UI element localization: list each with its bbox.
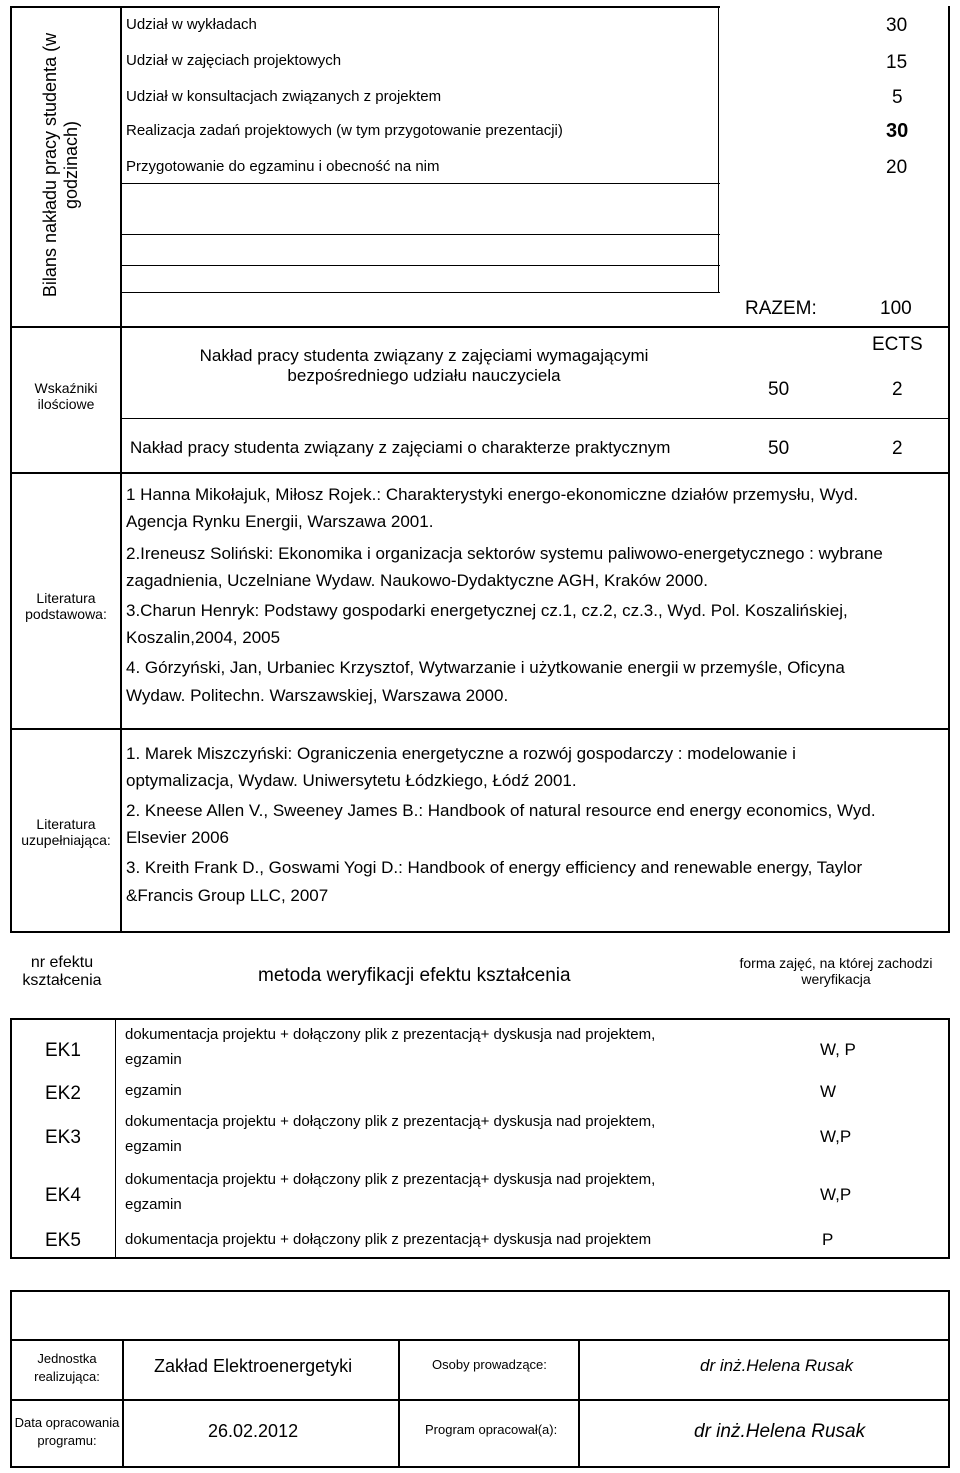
literature-line: 1 Hanna Mikołajuk, Miłosz Rojek.: Charakterystyki energo-ekonomiczne działów przemysłu, Wyd. bbox=[126, 485, 859, 504]
workload-label-line2: godzinach) bbox=[61, 120, 81, 210]
author-label: Program opracował(a): bbox=[425, 1422, 558, 1437]
col-header-effect-line1: nr efektu bbox=[30, 954, 94, 971]
workload-row-value: 30 bbox=[886, 120, 909, 142]
effect-form: W, P bbox=[820, 1040, 856, 1059]
col-header-effect-line2: kształcenia bbox=[22, 972, 102, 990]
unit-label-line2: realizująca: bbox=[34, 1369, 100, 1385]
effect-id: EK3 bbox=[45, 1127, 81, 1148]
indicators-section-label bbox=[14, 380, 118, 412]
effect-form: W,P bbox=[820, 1127, 852, 1146]
date-label-line2: programu: bbox=[37, 1433, 97, 1449]
effect-id: EK5 bbox=[45, 1230, 81, 1251]
col-header-form-line1: forma zajęć, na której zachodzi bbox=[739, 955, 933, 971]
effect-method-line1: dokumentacja projektu + dołączony plik z prezentacją+ dyskusja nad projektem, bbox=[125, 1113, 656, 1130]
effect-method-line2: egzamin bbox=[125, 1138, 182, 1155]
literature-line: 3. Kreith Frank D., Goswami Yogi D.: Handbook of energy efficiency and renewable energy, Taylor bbox=[126, 858, 863, 877]
workload-row-label: Udział w wykładach bbox=[126, 16, 257, 33]
ects-header: ECTS bbox=[872, 334, 923, 355]
workload-label-line1: Bilans nakładu pracy studenta (w bbox=[40, 32, 60, 298]
literature-basic-label-line2: podstawowa: bbox=[25, 606, 107, 623]
literature-line: 3.Charun Henryk: Podstawy gospodarki energetycznej cz.1, cz.2, cz.3., Wyd. Pol. Koszalińskiej, bbox=[126, 601, 848, 620]
effect-method-line2: egzamin bbox=[125, 1051, 182, 1068]
unit-value: Zakład Elektroenergetyki bbox=[154, 1356, 353, 1376]
effect-method-line1: egzamin bbox=[125, 1082, 182, 1099]
workload-row-label: Przygotowanie do egzaminu i obecność na nim bbox=[126, 158, 440, 175]
literature-line: Agencja Rynku Energii, Warszawa 2001. bbox=[126, 512, 434, 531]
practical-hours: 50 bbox=[768, 438, 790, 459]
date-label bbox=[12, 1414, 122, 1450]
effect-id: EK2 bbox=[45, 1083, 81, 1104]
workload-row-label: Udział w zajęciach projektowych bbox=[126, 52, 342, 69]
literature-extra-label-line2: uzupełniająca: bbox=[21, 832, 111, 849]
literature-line: 2. Kneese Allen V., Sweeney James B.: Handbook of natural resource end energy economics, Wyd. bbox=[126, 801, 876, 820]
col-header-form-line2: weryfikacja bbox=[801, 971, 871, 988]
indicators-label-line1: Wskaźniki bbox=[34, 380, 98, 396]
col-header-method: metoda weryfikacji efektu kształcenia bbox=[258, 965, 571, 986]
workload-row-value: 15 bbox=[886, 52, 908, 73]
effect-form: P bbox=[822, 1230, 834, 1249]
literature-line: 4. Górzyński, Jan, Urbaniec Krzysztof, Wytwarzanie i użytkowanie energii w przemyśle, Oficyna bbox=[126, 658, 845, 677]
direct-label-line1: Nakład pracy studenta związany z zajęciami wymagającymi bbox=[199, 346, 649, 365]
col-header-form bbox=[728, 955, 944, 987]
col-header-effect-id bbox=[14, 954, 110, 991]
workload-row-label: Realizacja zadań projektowych (w tym przygotowanie prezentacji) bbox=[126, 122, 563, 139]
effect-method-line2: egzamin bbox=[125, 1196, 182, 1213]
literature-line: 2.Ireneusz Soliński: Ekonomika i organizacja sektorów systemu paliwowo-energetycznego : wybrane bbox=[126, 544, 883, 563]
literature-extra-label-line1: Literatura bbox=[36, 816, 96, 832]
literature-line: zagadnienia, Uczelniane Wydaw. Naukowo-Dydaktyczne AGH, Kraków 2000. bbox=[126, 571, 708, 590]
effect-method-line1: dokumentacja projektu + dołączony plik z prezentacją+ dyskusja nad projektem bbox=[125, 1231, 652, 1248]
effect-method-line1: dokumentacja projektu + dołączony plik z prezentacją+ dyskusja nad projektem, bbox=[125, 1026, 656, 1043]
practical-label: Nakład pracy studenta związany z zajęciami o charakterze praktycznym bbox=[130, 438, 671, 457]
practical-ects: 2 bbox=[892, 438, 903, 459]
workload-row-value: 5 bbox=[892, 87, 903, 108]
literature-line: 1. Marek Miszczyński: Ograniczenia energetyczne a rozwój gospodarczy : modelowanie i bbox=[126, 744, 796, 763]
unit-label bbox=[14, 1350, 120, 1386]
literature-line: &Francis Group LLC, 2007 bbox=[126, 886, 329, 905]
direct-label-line2: bezpośredniego udziału nauczyciela bbox=[287, 365, 561, 385]
teachers-value: dr inż.Helena Rusak bbox=[700, 1356, 854, 1375]
effect-form: W,P bbox=[820, 1185, 852, 1204]
workload-row-label: Udział w konsultacjach związanych z projektem bbox=[126, 88, 442, 105]
direct-hours: 50 bbox=[768, 379, 790, 400]
direct-ects: 2 bbox=[892, 379, 903, 400]
literature-basic-label bbox=[14, 590, 118, 622]
workload-section-label bbox=[40, 15, 90, 315]
workload-row-value: 20 bbox=[886, 157, 908, 178]
literature-extra-label bbox=[14, 816, 118, 848]
author-value: dr inż.Helena Rusak bbox=[694, 1421, 866, 1442]
literature-line: Koszalin,2004, 2005 bbox=[126, 628, 281, 647]
literature-line: Elsevier 2006 bbox=[126, 828, 230, 847]
unit-label-line1: Jednostka bbox=[37, 1351, 97, 1366]
workload-total-label: RAZEM: bbox=[745, 298, 817, 319]
effect-id: EK1 bbox=[45, 1040, 81, 1061]
date-value: 26.02.2012 bbox=[208, 1421, 299, 1441]
indicators-label-line2: ilościowe bbox=[37, 396, 95, 413]
teachers-label: Osoby prowadzące: bbox=[432, 1357, 547, 1372]
workload-total-value: 100 bbox=[880, 298, 912, 319]
direct-contact-label bbox=[124, 346, 724, 385]
effect-method-line1: dokumentacja projektu + dołączony plik z prezentacją+ dyskusja nad projektem, bbox=[125, 1171, 656, 1188]
literature-line: optymalizacja, Wydaw. Uniwersytetu Łódzkiego, Łódź 2001. bbox=[126, 771, 577, 790]
literature-line: Wydaw. Politechn. Warszawskiej, Warszawa 2000. bbox=[126, 686, 509, 705]
effect-id: EK4 bbox=[45, 1185, 81, 1206]
workload-row-value: 30 bbox=[886, 15, 908, 36]
effect-form: W bbox=[820, 1082, 837, 1101]
literature-basic-label-line1: Literatura bbox=[36, 590, 96, 606]
date-label-line1: Data opracowania bbox=[14, 1415, 120, 1430]
